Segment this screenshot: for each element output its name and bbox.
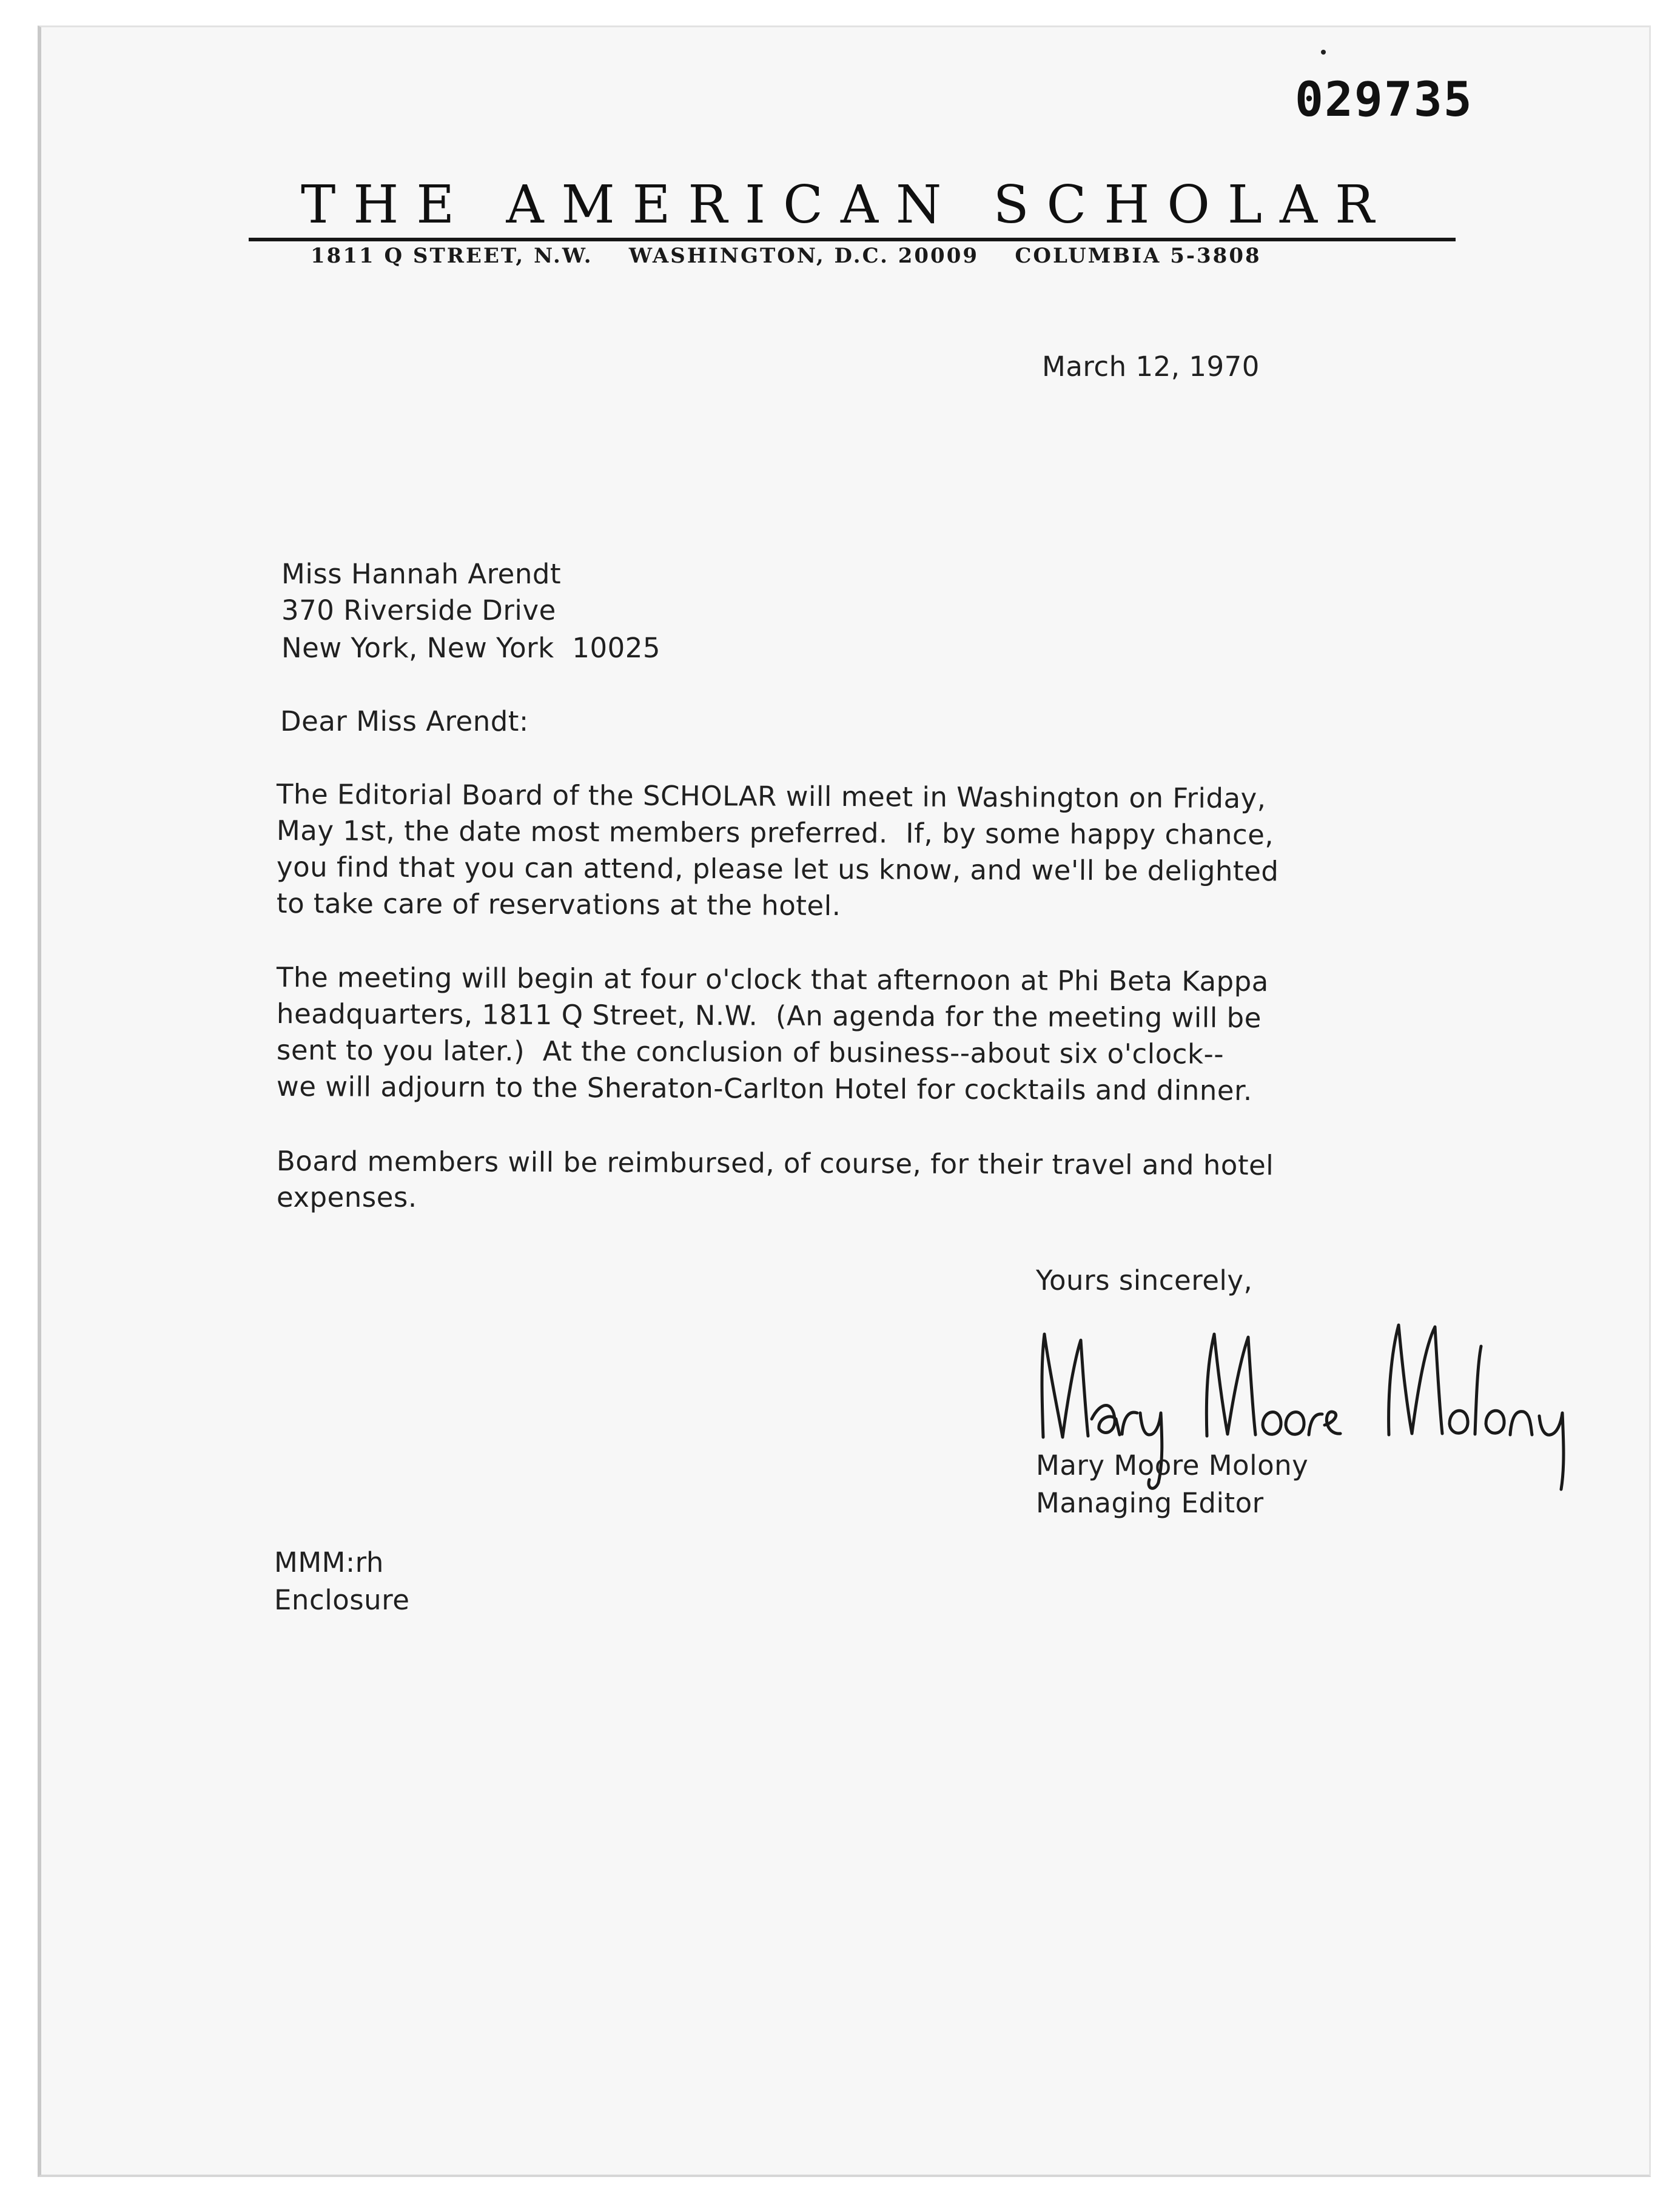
signer-name: Mary Moore Molony xyxy=(1036,1449,1309,1481)
recipient-street: 370 Riverside Drive xyxy=(281,594,556,626)
letterhead-rule xyxy=(249,238,1456,241)
ink-dot-mark xyxy=(1321,50,1326,55)
body-line: Board members will be reimbursed, of course, for their travel and hotel xyxy=(276,1145,1274,1182)
body-line: we will adjourn to the Sheraton-Carlton Hotel for cocktails and dinner. xyxy=(276,1070,1252,1107)
letterhead-title: THE AMERICAN SCHOLAR xyxy=(301,175,1392,235)
body-line: The meeting will begin at four o'clock that afternoon at Phi Beta Kappa xyxy=(276,961,1269,998)
salutation: Dear Miss Arendt: xyxy=(280,705,529,737)
body-line: May 1st, the date most members preferred. If, by some happy chance, xyxy=(276,814,1274,851)
document-number: 029735 xyxy=(1295,73,1473,127)
letterhead-address: 1811 Q STREET, N.W. WASHINGTON, D.C. 20009 COLUMBIA 5-3808 xyxy=(311,244,1262,268)
body-line: to take care of reservations at the hotel. xyxy=(276,887,841,922)
recipient-name: Miss Hannah Arendt xyxy=(281,558,562,590)
body-line: you find that you can attend, please let us know, and we'll be delighted xyxy=(276,851,1279,888)
body-line: headquarters, 1811 Q Street, N.W. (An agenda for the meeting will be xyxy=(276,998,1262,1035)
reference-initials: MMM:rh xyxy=(274,1546,384,1578)
closing: Yours sincerely, xyxy=(1036,1264,1253,1297)
enclosure-note: Enclosure xyxy=(274,1584,410,1616)
signer-title: Managing Editor xyxy=(1036,1487,1264,1519)
letter-date: March 12, 1970 xyxy=(1042,351,1260,383)
body-line: sent to you later.) At the conclusion of business--about six o'clock-- xyxy=(276,1034,1225,1070)
body-line: The Editorial Board of the SCHOLAR will meet in Washington on Friday, xyxy=(276,778,1266,815)
body-line: expenses. xyxy=(277,1181,417,1213)
recipient-city: New York, New York 10025 xyxy=(281,632,660,664)
